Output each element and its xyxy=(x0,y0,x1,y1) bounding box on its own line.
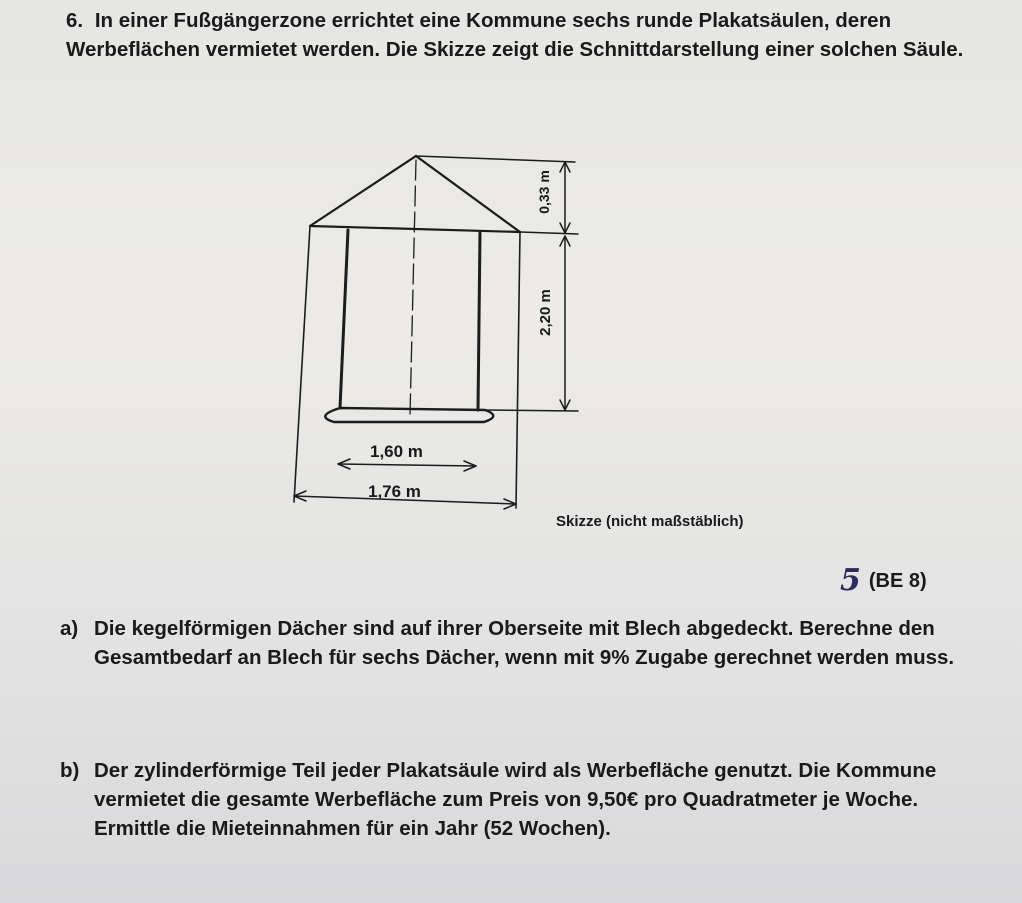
task-b-text: Der zylinderförmige Teil jeder Plakatsäule wird als Werbefläche genutzt. Die Kommune vermietet die gesamte Werbefläche zum Preis von 9,50€ pro Quadratmeter je Woche. xyxy=(94,759,937,811)
dim-roof-height-label: 0,33 m xyxy=(535,170,552,214)
sketch-caption: Skizze (nicht maßstäblich) xyxy=(556,513,744,530)
base-plate xyxy=(325,408,493,422)
dim-outer-width-label: 1,76 m xyxy=(368,482,421,501)
dim-inner-width-label: 1,60 m xyxy=(370,442,423,461)
base-extension xyxy=(485,410,578,411)
task-a-text: Die kegelförmigen Dächer sind auf ihrer Oberseite mit Blech abgedeckt. Berechne den Gesamtbedarf an Blech für sechs Dächer, wenn mit 9% Zugabe gerechnet werden muss. xyxy=(94,617,955,669)
exercise-number: 6. xyxy=(66,9,84,32)
task-a-letter: a) xyxy=(60,617,79,640)
inner-width-arrow xyxy=(338,464,476,466)
top-reference-line xyxy=(416,156,575,162)
points-box xyxy=(840,563,927,598)
handwritten-score: 5 xyxy=(840,563,861,598)
outer-right-line xyxy=(516,232,520,508)
cylinder-left-wall xyxy=(340,230,348,408)
points-label: (BE 8) xyxy=(868,570,927,592)
task-b-letter: b) xyxy=(60,759,80,782)
exercise-intro xyxy=(66,6,966,64)
task-b-text-2: Ermittle die Mieteinnahmen für ein Jahr (52 Wochen). xyxy=(94,817,611,840)
outer-left-line xyxy=(294,226,310,502)
task-a xyxy=(60,614,980,672)
exercise-intro-text: In einer Fußgängerzone errichtet eine Kommune sechs runde Plakatsäulen, deren Werbeflächen vermietet werden. Die Skizze zeigt die Schnittdarstellung einer solchen Säule. xyxy=(66,9,964,61)
roof-base-extension xyxy=(520,232,578,234)
task-b xyxy=(60,756,980,843)
cylinder-right-wall xyxy=(478,232,480,410)
center-axis xyxy=(410,160,416,416)
dim-cylinder-height-label: 2,20 m xyxy=(536,289,554,336)
